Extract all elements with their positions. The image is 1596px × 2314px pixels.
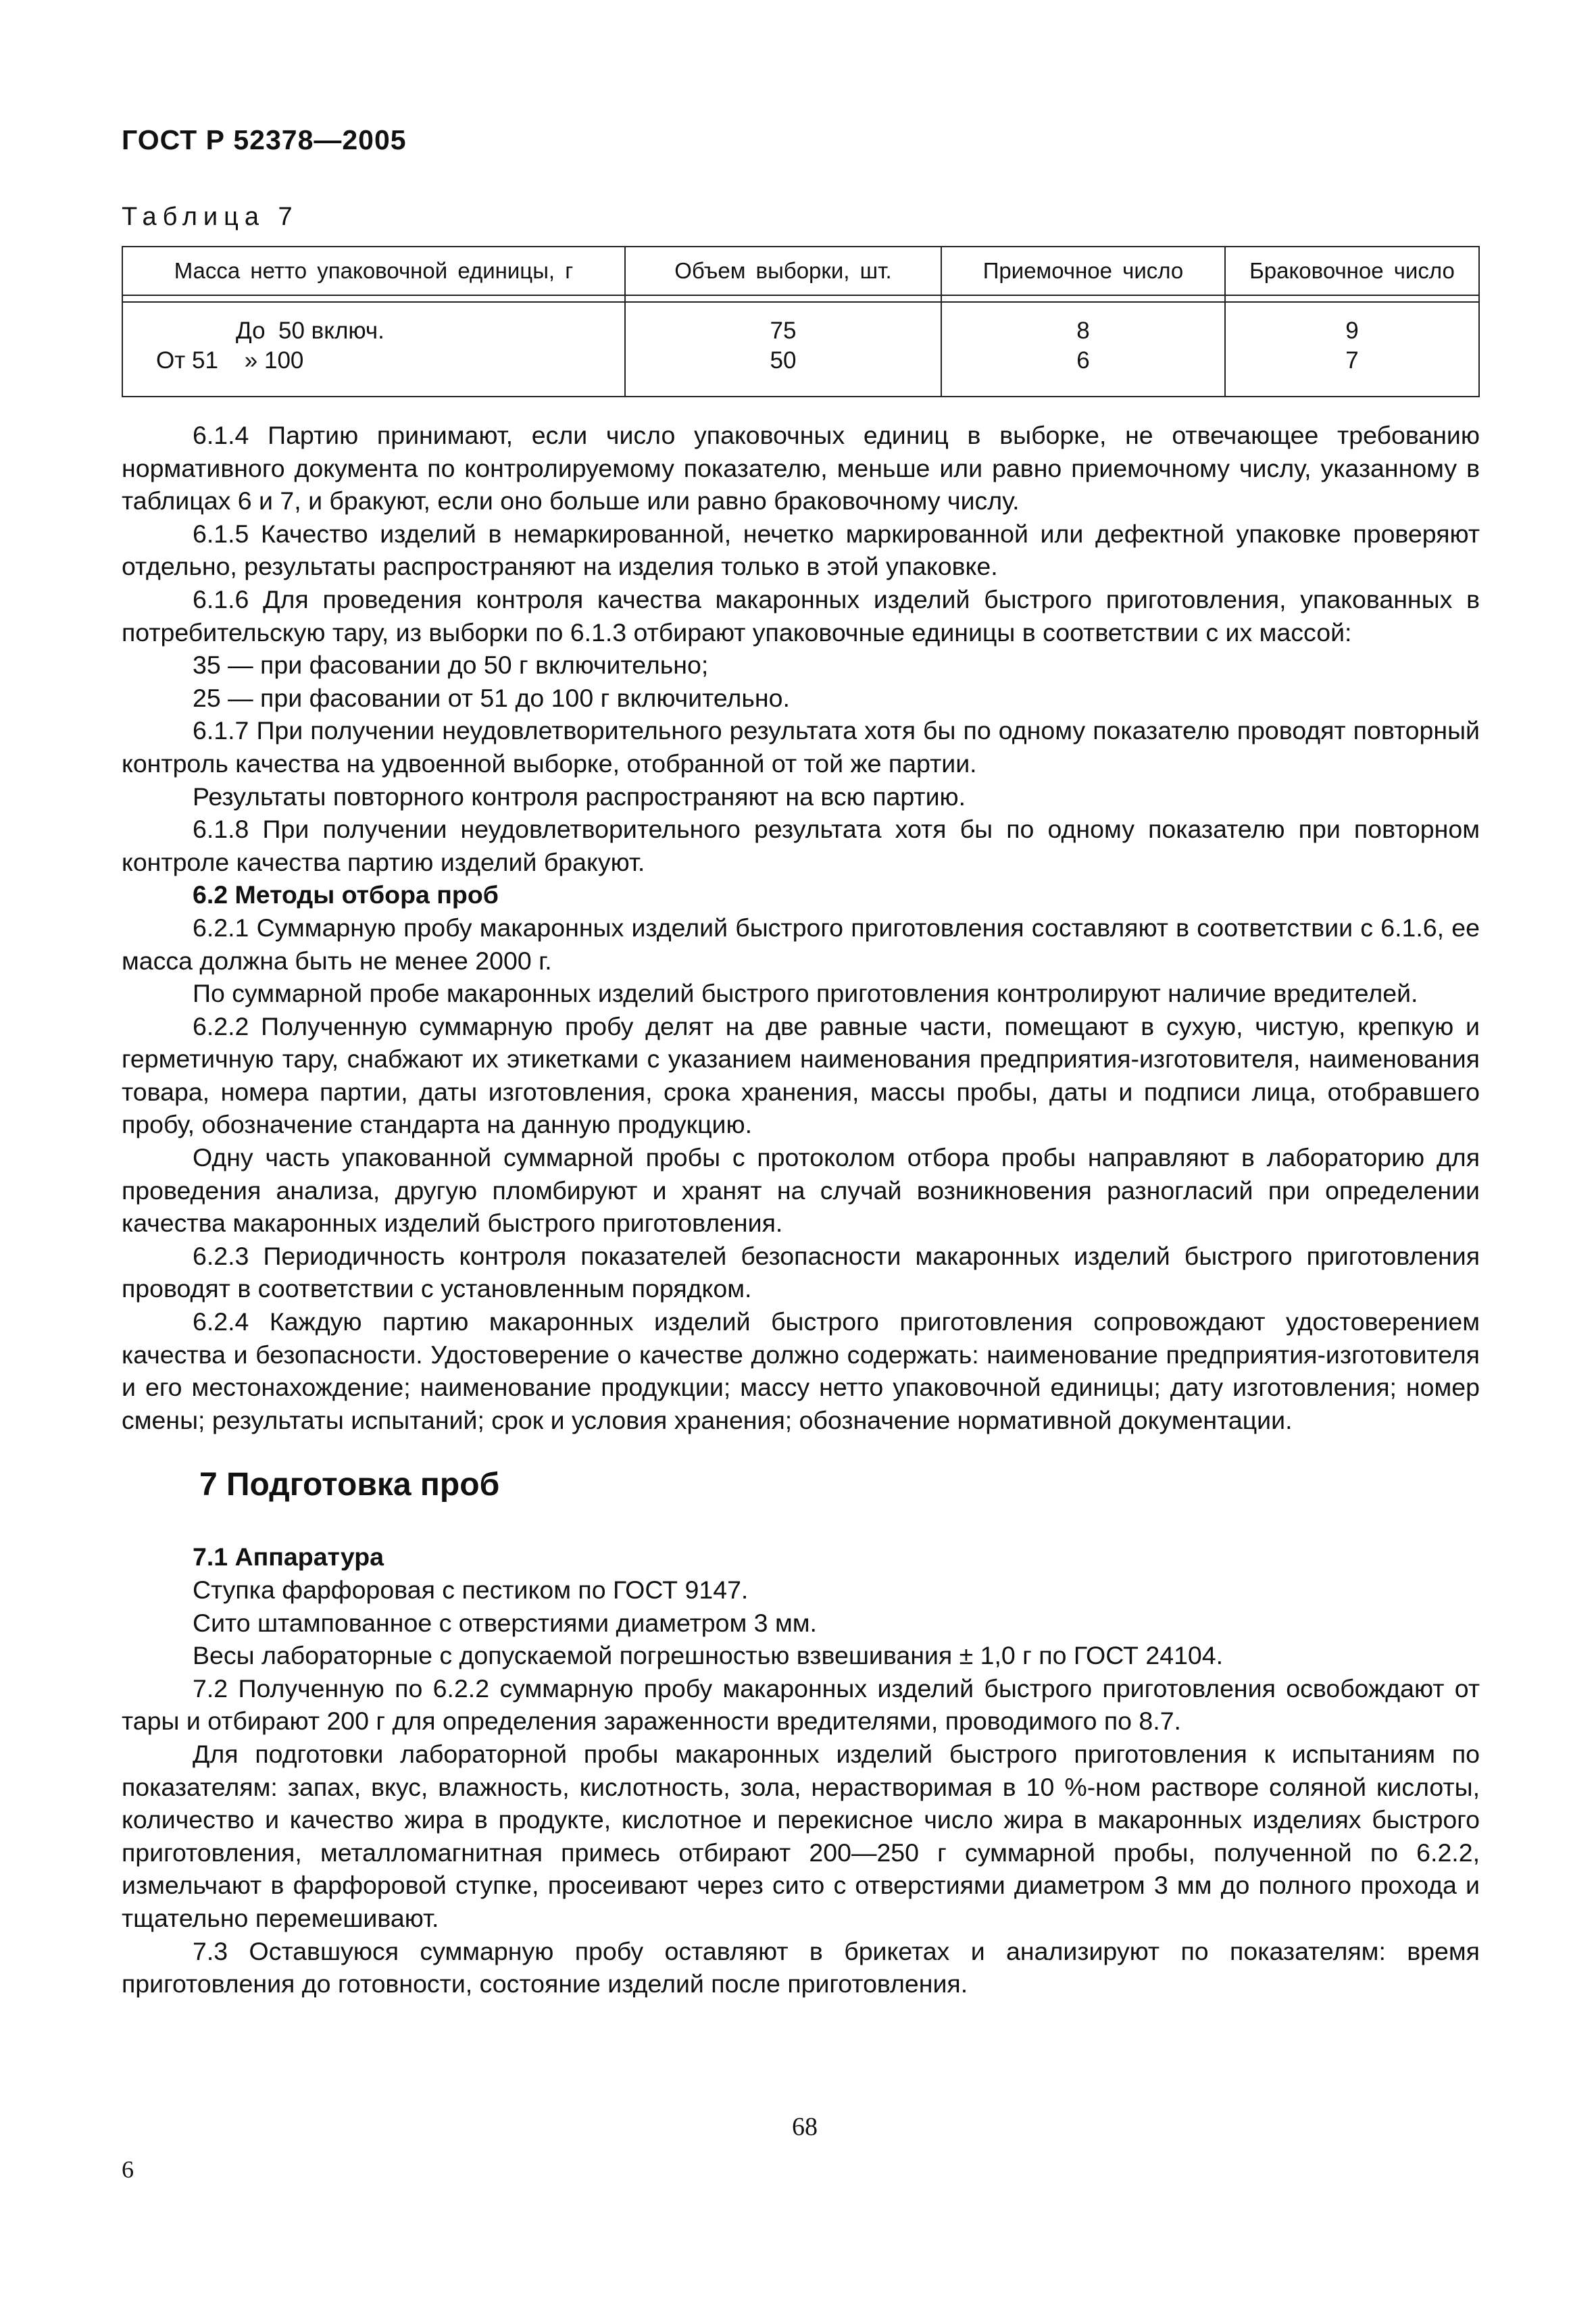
sheet-number: 68 <box>792 2113 818 2141</box>
mass-value: До 50 включ. <box>236 318 384 344</box>
table-caption: Таблица 7 <box>122 203 299 231</box>
paragraph-6-2-4: 6.2.4 Каждую партию макаронных изделий быстрого приготовления сопровождают удостоверением качества и безопасности. Удостоверение о качестве должно содержать: наименование предприятия-изготовителя и его местонахождение; наименование продукции; массу нетто упаковочной единицы; дату изготовления; номер смены; результаты испытаний; срок и условия хранения; обозначение нормативной документации. <box>122 1307 1480 1434</box>
table-header-row <box>122 247 1479 295</box>
table-7 <box>122 246 1480 397</box>
paragraph-6-2-1: 6.2.1 Суммарную пробу макаронных изделий быстрого приготовления составляют в соответствии с 6.1.6, ее масса должна быть не менее 2000 г. <box>122 913 1480 975</box>
rejection-number-cell <box>1225 302 1479 397</box>
paragraph-7-2: 7.2 Полученную по 6.2.2 суммарную пробу макаронных изделий быстрого приготовления освобождают от тары и отбирают 200 г для определения зараженности вредителями, проводимого по 8.7. <box>122 1674 1480 1736</box>
table-header-separator <box>122 295 1479 302</box>
subsection-heading-7-1: 7.1 Аппаратура <box>193 1542 384 1571</box>
paragraph-repeat-control: Результаты повторного контроля распространяют на всю партию. <box>193 782 966 811</box>
body-text <box>122 419 1480 2001</box>
paragraph-6-1-8: 6.1.8 При получении неудовлетворительного результата хотя бы по одному показателю при повторном контроле качества партию изделий бракуют. <box>122 815 1480 876</box>
acceptance-number-cell <box>941 302 1225 397</box>
document-code: ГОСТ Р 52378—2005 <box>122 124 407 155</box>
paragraph-6-1-7: 6.1.7 При получении неудовлетворительного результата хотя бы по одному показателю проводят повторный контроль качества на удвоенной выборке, отобранной от той же партии. <box>122 716 1480 778</box>
column-header-rejection-number: Браковочное число <box>1225 247 1479 295</box>
paragraph-6-2-2: 6.2.2 Полученную суммарную пробу делят на две равные части, помещают в сухую, чистую, крепкую и герметичную тару, снабжают их этикетками с указанием наименования предприятия-изготовителя, наименования товара, номера партии, даты изготовления, срока хранения, массы пробы, даты и подписи лица, отобравшего пробу, обозначение стандарта на данную продукцию. <box>122 1011 1480 1139</box>
sample-size-value: 75 <box>770 318 797 344</box>
paragraph-sieve: Сито штампованное с отверстиями диаметром 3 мм. <box>193 1608 817 1637</box>
paragraph-lab-sample: Для подготовки лабораторной пробы макаронных изделий быстрого приготовления к испытаниям по показателям: запах, вкус, влажность, кислотность, зола, нерастворимая в 10 %-ном растворе соляной кислоты, количество и качество жира в продукте, кислотное и перекисное число жира в макаронных изделиях быстрого приготовления, металломагнитная примесь отбирают 200—250 г суммарной пробы, полученной по 6.2.2, измельчают в фарфоровой ступке, просеивают через сито с отверстиями диаметром 3 мм до полного прохода и тщательно перемешивают. <box>122 1739 1480 1932</box>
paragraph-6-1-4: 6.1.4 Партию принимают, если число упаковочных единиц в выборке, не отвечающее требованию нормативного документа по контролируемому показателю, меньше или равно приемочному числу, указанному в таблицах 6 и 7, и бракуют, если оно больше или равно браковочному числу. <box>122 421 1480 515</box>
subsection-heading-6-2: 6.2 Методы отбора проб <box>193 880 499 909</box>
acceptance-number-value: 8 <box>1076 318 1090 344</box>
mass-cell <box>122 302 625 397</box>
list-item-35: 35 — при фасовании до 50 г включительно; <box>193 651 709 680</box>
paragraph-lab-part: Одну часть упакованной суммарной пробы с протоколом отбора пробы направляют в лабораторию для проведения анализа, другую пломбируют и хранят на случай возникновения разногласий при определении качества макаронных изделий быстрого приготовления. <box>122 1143 1480 1238</box>
paragraph-scales: Весы лабораторные с допускаемой погрешностью взвешивания ± 1,0 г по ГОСТ 24104. <box>193 1641 1224 1670</box>
page-number: 6 <box>122 2156 134 2183</box>
sample-size-cell <box>625 302 941 397</box>
column-header-sample-size: Объем выборки, шт. <box>625 247 941 295</box>
column-header-mass: Масса нетто упаковочной единицы, г <box>122 247 625 295</box>
rejection-number-value: 9 <box>1345 318 1359 344</box>
rejection-number-value: 7 <box>1345 347 1359 374</box>
list-item-25: 25 — при фасовании от 51 до 100 г включительно. <box>193 683 790 712</box>
column-header-acceptance-number: Приемочное число <box>941 247 1225 295</box>
table-row <box>122 302 1479 397</box>
section-heading-7: 7 Подготовка проб <box>199 1467 500 1503</box>
mass-value: От 51 » 100 <box>156 347 304 374</box>
paragraph-mortar: Ступка фарфоровая с пестиком по ГОСТ 9147. <box>193 1576 749 1604</box>
paragraph-6-1-5: 6.1.5 Качество изделий в немаркированной, нечетко маркированной или дефектной упаковке проверяют отдельно, результаты распространяют на изделия только в этой упаковке. <box>122 519 1480 581</box>
acceptance-number-value: 6 <box>1076 347 1090 374</box>
paragraph-pests: По суммарной пробе макаронных изделий быстрого приготовления контролируют наличие вредителей. <box>193 979 1418 1008</box>
paragraph-7-3: 7.3 Оставшуюся суммарную пробу оставляют в брикетах и анализируют по показателям: время приготовления до готовности, состояние изделий после приготовления. <box>122 1936 1480 1998</box>
paragraph-6-1-6: 6.1.6 Для проведения контроля качества макаронных изделий быстрого приготовления, упакованных в потребительскую тару, из выборки по 6.1.3 отбирают упаковочные единицы в соответствии с их массой: <box>122 584 1480 647</box>
sample-size-value: 50 <box>770 347 797 374</box>
paragraph-6-2-3: 6.2.3 Периодичность контроля показателей безопасности макаронных изделий быстрого приготовления проводят в соответствии с установленным порядком. <box>122 1241 1480 1303</box>
